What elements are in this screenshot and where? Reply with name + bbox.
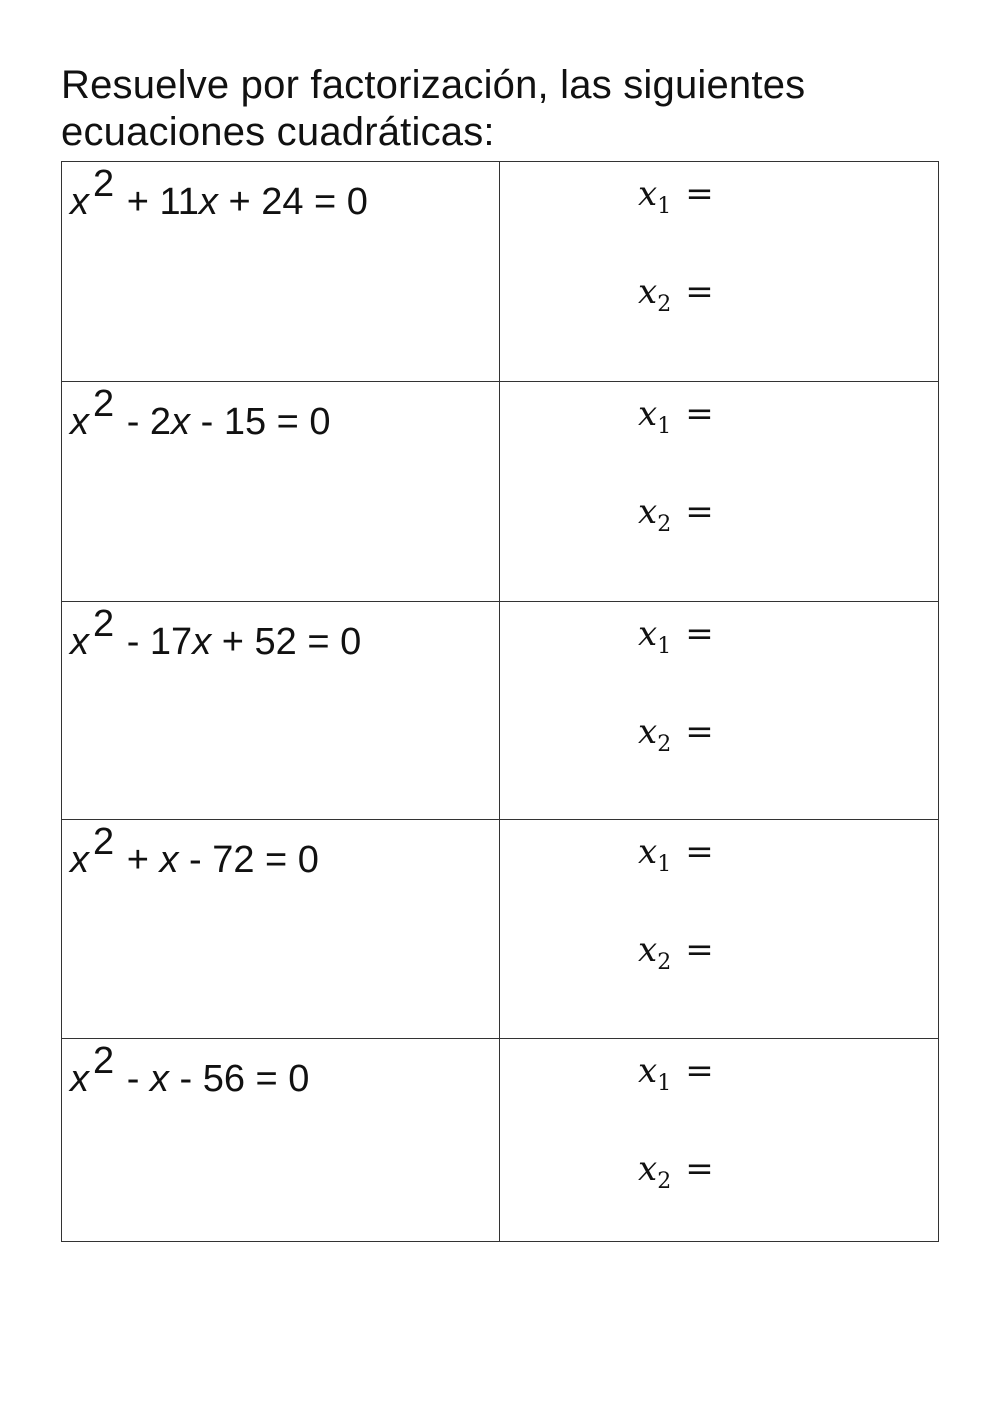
equation-constant: - 15 = 0 [190, 401, 331, 443]
equation-variable-linear: x [171, 401, 191, 443]
root-2-subscript: 2 [657, 291, 672, 317]
root-1-field[interactable] [638, 174, 714, 219]
root-2-field[interactable] [638, 712, 714, 757]
root-1-equals: = [685, 394, 714, 434]
root-1-variable: x [638, 614, 658, 654]
root-1-field[interactable] [638, 832, 714, 877]
root-2-field[interactable] [638, 272, 714, 317]
root-2-variable: x [638, 712, 658, 752]
root-1-variable: x [638, 174, 658, 214]
root-1-field[interactable] [638, 394, 714, 439]
root-2-field[interactable] [638, 930, 714, 975]
equation-cell [62, 162, 500, 381]
equation-term: - 2 [116, 401, 172, 443]
quadratic-equation [70, 383, 331, 444]
equation-variable-linear: x [198, 181, 218, 223]
answer-cell[interactable] [500, 601, 938, 819]
answer-cell[interactable] [500, 162, 938, 381]
equation-constant: + 52 = 0 [211, 621, 362, 663]
root-2-field[interactable] [638, 1149, 714, 1194]
root-1-field[interactable] [638, 1051, 714, 1096]
root-1-subscript: 1 [657, 193, 672, 219]
root-1-equals: = [685, 1051, 714, 1091]
equation-variable-linear: x [149, 1058, 169, 1100]
root-1-subscript: 1 [657, 851, 672, 877]
equation-variable: x [70, 839, 89, 881]
worksheet-instructions [61, 62, 941, 156]
root-1-variable: x [638, 832, 658, 872]
equation-exponent: 2 [93, 1040, 115, 1083]
root-1-subscript: 1 [657, 1070, 672, 1096]
root-2-variable: x [638, 492, 658, 532]
equation-term: + [116, 839, 160, 881]
equations-table [61, 161, 939, 1242]
root-1-equals: = [685, 614, 714, 654]
root-2-subscript: 2 [657, 949, 672, 975]
equation-variable: x [70, 181, 89, 223]
equation-variable: x [70, 1058, 89, 1100]
root-2-variable: x [638, 930, 658, 970]
equation-constant: - 72 = 0 [178, 839, 319, 881]
root-2-variable: x [638, 272, 658, 312]
quadratic-equation [70, 163, 368, 224]
equation-term: - 17 [116, 621, 193, 663]
equation-variable-linear: x [159, 839, 179, 881]
equation-variable: x [70, 401, 89, 443]
quadratic-equation [70, 1040, 310, 1101]
instructions-line-1: Resuelve por factorización, las siguientes [61, 63, 806, 107]
root-1-equals: = [685, 174, 714, 214]
equation-exponent: 2 [93, 821, 115, 864]
equation-cell [62, 601, 500, 819]
equation-exponent: 2 [93, 603, 115, 646]
equation-exponent: 2 [93, 163, 115, 206]
root-2-field[interactable] [638, 492, 714, 537]
equation-constant: - 56 = 0 [168, 1058, 310, 1100]
root-1-field[interactable] [638, 614, 714, 659]
answer-cell[interactable] [500, 819, 938, 1038]
instructions-line-2: ecuaciones cuadráticas: [61, 110, 495, 154]
equation-cell [62, 819, 500, 1038]
root-1-equals: = [685, 832, 714, 872]
root-1-variable: x [638, 394, 658, 434]
equation-exponent: 2 [93, 383, 115, 426]
root-2-equals: = [685, 930, 714, 970]
root-2-equals: = [685, 1149, 714, 1189]
quadratic-equation [70, 821, 319, 882]
root-2-equals: = [685, 272, 714, 312]
root-1-variable: x [638, 1051, 658, 1091]
answer-cell[interactable] [500, 1038, 938, 1241]
equation-variable: x [70, 621, 89, 663]
root-2-variable: x [638, 1149, 658, 1189]
equation-term: - [116, 1058, 150, 1100]
root-2-subscript: 2 [657, 511, 672, 537]
root-1-subscript: 1 [657, 633, 672, 659]
quadratic-equation [70, 603, 362, 664]
root-2-subscript: 2 [657, 731, 672, 757]
equation-cell [62, 381, 500, 601]
root-2-equals: = [685, 712, 714, 752]
equation-constant: + 24 = 0 [217, 181, 368, 223]
root-1-subscript: 1 [657, 413, 672, 439]
root-2-subscript: 2 [657, 1168, 672, 1194]
answer-cell[interactable] [500, 381, 938, 601]
equation-term: + 11 [116, 181, 199, 223]
equation-variable-linear: x [192, 621, 212, 663]
equation-cell [62, 1038, 500, 1241]
root-2-equals: = [685, 492, 714, 532]
